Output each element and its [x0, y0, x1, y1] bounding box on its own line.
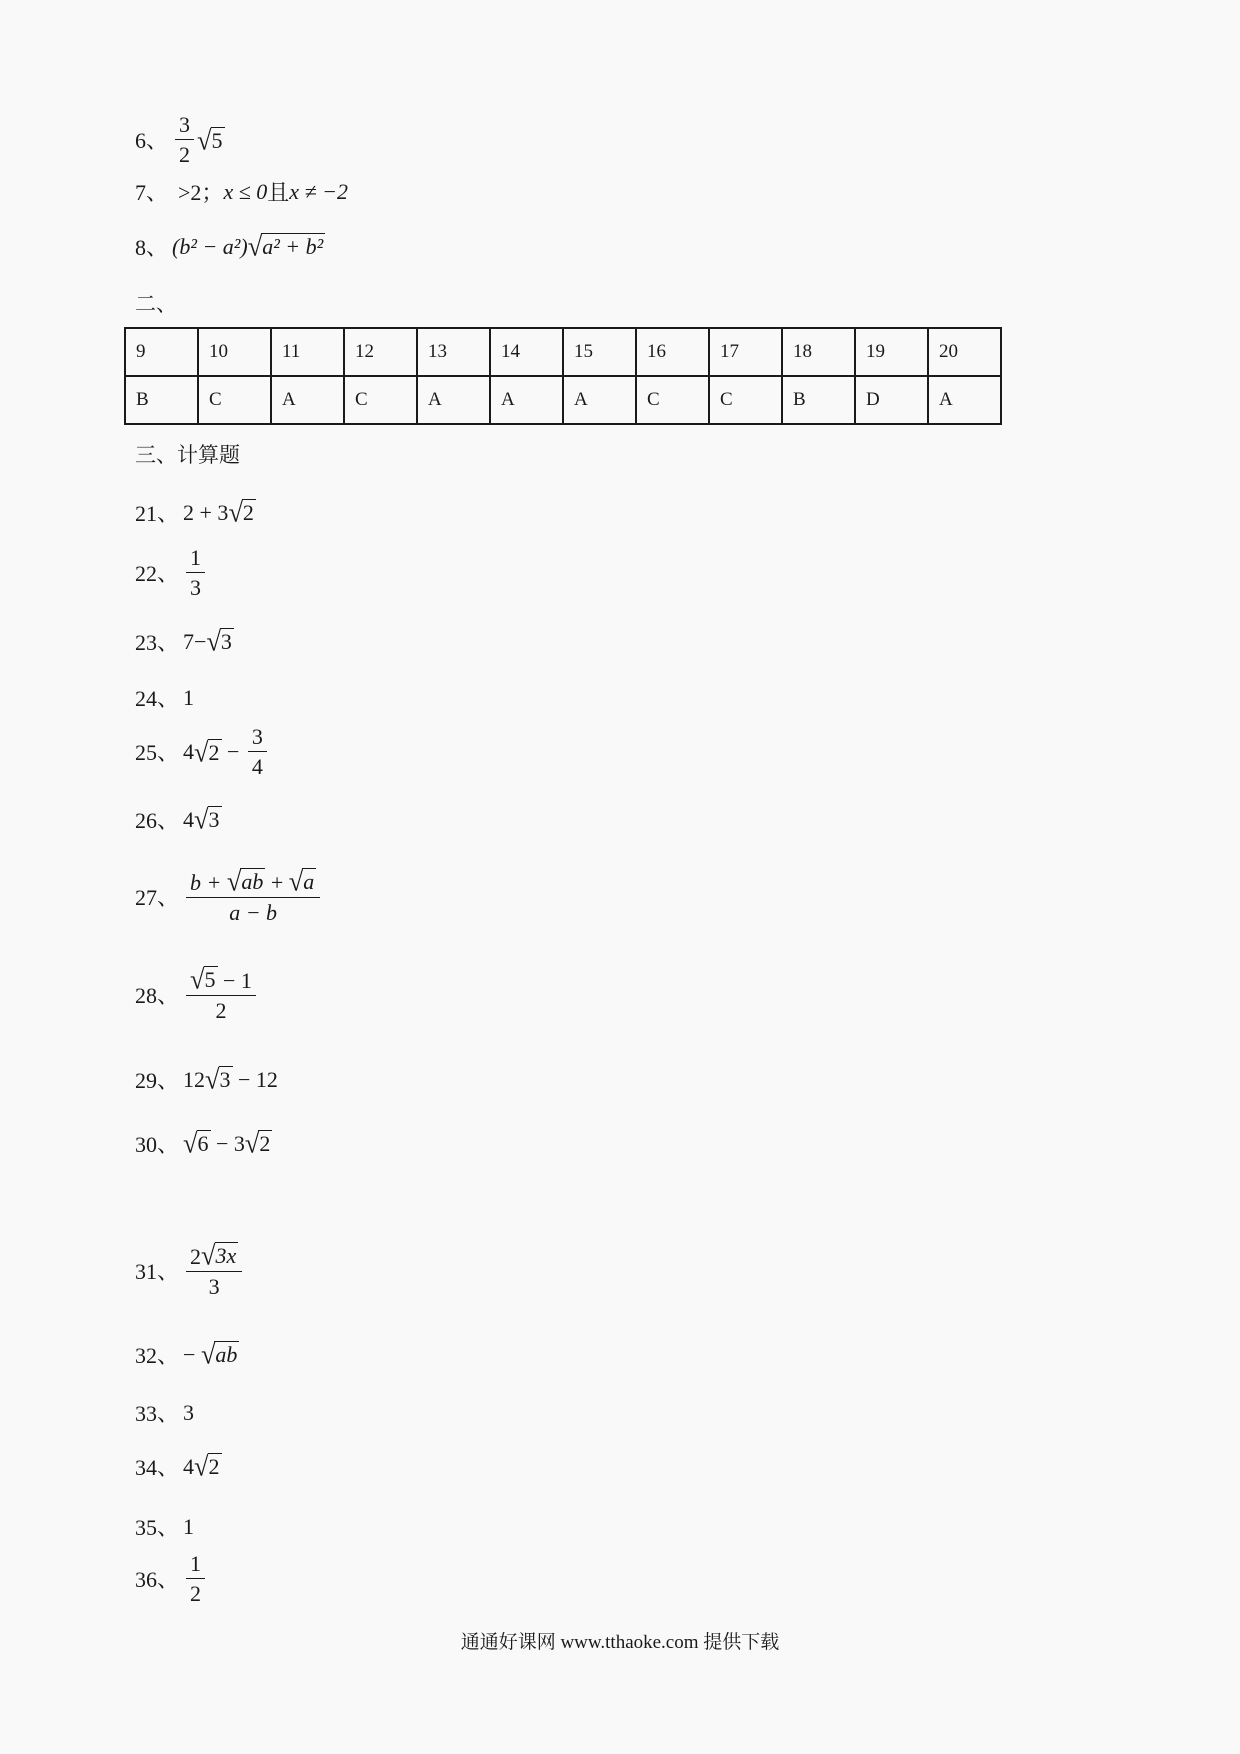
- table-cell: A: [417, 376, 490, 424]
- answer-22: 22、 $\frac{1}{3}$: [135, 545, 208, 601]
- multiple-choice-answer-table: [124, 327, 1002, 425]
- answer-33: 33、 3: [135, 1399, 195, 1426]
- table-cell: A: [928, 376, 1001, 424]
- page-footer: 通通好课网 www.tthaoke.com 提供下载: [460, 1632, 780, 1653]
- table-cell: 15: [563, 328, 636, 376]
- sqrt: √ a² + b²: [247, 230, 324, 263]
- answer-7: 7、 >2； x ≤ 0 且 x ≠ −2: [135, 178, 348, 205]
- table-cell: C: [636, 376, 709, 424]
- answer-23: 23、 7− √ 3: [135, 625, 232, 658]
- answer-25: 25、 4 √ 2 − $\frac{3}{4}$: [135, 724, 270, 780]
- fraction: $\frac{3}{2}$: [175, 112, 194, 168]
- table-cell: D: [855, 376, 928, 424]
- fraction: b + √ ab + √ a a − b: [186, 868, 320, 926]
- table-cell: A: [271, 376, 344, 424]
- table-cell: 18: [782, 328, 855, 376]
- answer-24: 24、 1: [135, 684, 195, 711]
- table-cell: 13: [417, 328, 490, 376]
- answer-6: 6、 $\frac{3}{2}$ √ 5: [135, 112, 223, 168]
- sqrt: √ 2: [194, 1450, 220, 1483]
- answer-35: 35、 1: [135, 1513, 195, 1540]
- table-cell: C: [709, 376, 782, 424]
- sqrt: √ a: [288, 865, 315, 897]
- table-row-answers: [125, 376, 1001, 424]
- answer-8: 8、 (b² − a²) √ a² + b²: [135, 230, 324, 263]
- table-cell: C: [344, 376, 417, 424]
- table-cell: 17: [709, 328, 782, 376]
- table-cell: 10: [198, 328, 271, 376]
- answer-32: 32、 − √ ab: [135, 1338, 238, 1371]
- sqrt: √ 5: [197, 123, 223, 156]
- table-cell: C: [198, 376, 271, 424]
- fraction: √ 5 − 1 2: [186, 966, 256, 1024]
- sqrt: √ 5: [190, 963, 216, 995]
- answer-31: 31、 2 √ 3x 3: [135, 1242, 245, 1300]
- table-cell: 16: [636, 328, 709, 376]
- table-cell: A: [563, 376, 636, 424]
- table-row-questions: [125, 328, 1001, 376]
- sqrt: √ ab: [226, 865, 264, 897]
- section-2-heading: 二、: [135, 292, 177, 316]
- sqrt: √ 2: [228, 496, 254, 529]
- table-cell: 14: [490, 328, 563, 376]
- fraction: $\frac{1}{3}$: [186, 545, 205, 601]
- answer-36: 36、 $\frac{1}{2}$: [135, 1551, 208, 1607]
- answer-26: 26、 4 √ 3: [135, 803, 220, 836]
- answer-21: 21、 2 + 3 √ 2: [135, 496, 254, 529]
- table-cell: 12: [344, 328, 417, 376]
- table-cell: B: [125, 376, 198, 424]
- sqrt: √ 3: [205, 1063, 231, 1096]
- table-cell: 9: [125, 328, 198, 376]
- sqrt: √ 3x: [201, 1239, 237, 1271]
- sqrt: √ ab: [200, 1338, 238, 1371]
- answer-34: 34、 4 √ 2: [135, 1450, 220, 1483]
- fraction: 2 √ 3x 3: [186, 1242, 242, 1300]
- sqrt: √ 2: [194, 735, 220, 768]
- sqrt: √ 3: [206, 625, 232, 658]
- section-3-heading: 三、计算题: [135, 443, 240, 467]
- fraction: $\frac{1}{2}$: [186, 1551, 205, 1607]
- table-cell: 11: [271, 328, 344, 376]
- answer-28: 28、 √ 5 − 1 2: [135, 966, 259, 1024]
- table-cell: A: [490, 376, 563, 424]
- answer-30: 30、 √ 6 − 3 √ 2: [135, 1127, 271, 1160]
- sqrt: √ 6: [183, 1127, 209, 1160]
- answer-29: 29、 12 √ 3 − 12: [135, 1063, 278, 1096]
- answer-27: 27、 b + √ ab + √ a a − b: [135, 868, 323, 926]
- table-cell: 19: [855, 328, 928, 376]
- fraction: $\frac{3}{4}$: [248, 724, 267, 780]
- table-cell: B: [782, 376, 855, 424]
- table-cell: 20: [928, 328, 1001, 376]
- sqrt: √ 2: [244, 1127, 271, 1160]
- sqrt: √ 3: [194, 803, 220, 836]
